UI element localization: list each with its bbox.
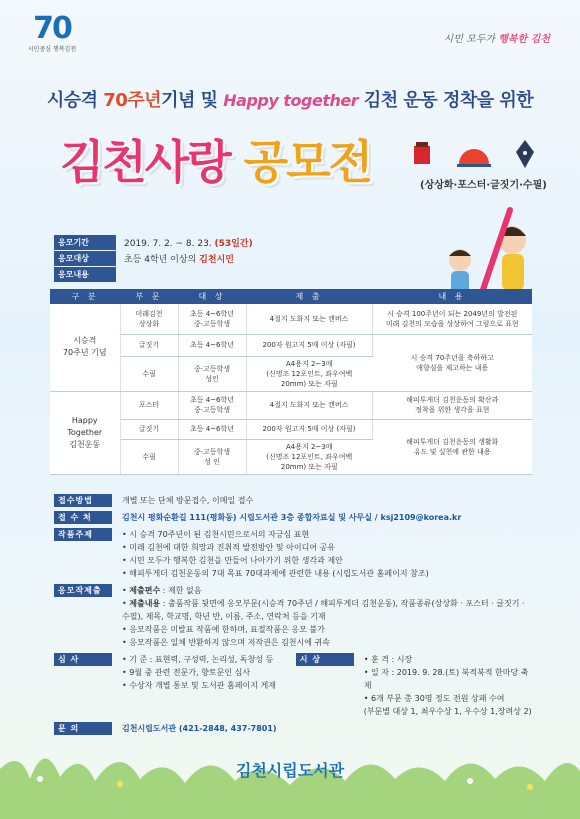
method-label: 접수방법 [54, 494, 112, 507]
anniversary-logo [24, 11, 80, 53]
table-cell: 수필 [120, 356, 178, 391]
logo-number: 70 [33, 11, 71, 46]
submit-label: 응모작제출 [54, 584, 112, 597]
headline-part: 기념 및 [161, 90, 224, 111]
period-days: (53일간) [214, 238, 253, 249]
period-label: 응모기간 [54, 235, 116, 250]
info-block [54, 234, 253, 282]
content-row [54, 266, 253, 282]
table-cell: 해피투게더 김천운동의 확산과 정착을 위한 생각을 표현 [372, 391, 532, 419]
table-cell: 포스터 [120, 391, 178, 419]
content-label: 응모내용 [54, 267, 116, 282]
target-citizens: 김천시민 [199, 254, 234, 265]
table-cell: 미래김천 상상화 [120, 304, 178, 334]
submit-note: 응모작품은 일체 반환하지 않으며 저작권은 김천시에 귀속 [129, 638, 330, 647]
method-row [54, 494, 534, 507]
title-part-accent: 공모전 [243, 135, 372, 189]
table-row [50, 304, 532, 334]
target-row [54, 250, 253, 266]
title-part: 김천사랑 [60, 135, 244, 189]
page-title [60, 126, 371, 192]
theme-item: 해피투게더 김천운동의 7대 목표 70대과제에 관련한 내용 (시립도서관 홈페이지 참조) [129, 569, 429, 578]
title-subtitle: (상상화·포스터·글짓기·수필) [420, 180, 547, 191]
table-header: 부 문 [120, 289, 178, 304]
submit-value: : 출품작품 뒷면에 응모부문(시승격 70주년 / 해피투게더 김천운동), 작품종류(상상화 · 포스터 · 글짓기 · 수필), 제목, 학교명, 학년 반, 이름, 주소, 연락처 등을 기재 [122, 599, 525, 621]
table-cell: 초등 4~6학년 중·고등학생 [178, 304, 246, 334]
table-row [50, 391, 532, 419]
list-item: • 시민 모두가 행복한 김천을 만들어 나아가기 위한 생각과 제안 [122, 556, 343, 565]
slogan-text: 시민 모두가 [443, 34, 499, 45]
table-row [50, 334, 532, 356]
theme-list [122, 528, 429, 580]
place-row [54, 511, 534, 524]
method-value: 개별 또는 단체 방문접수, 이메일 접수 [122, 496, 254, 505]
headline-accent: 70주년 [103, 90, 162, 111]
sunset-icon [457, 144, 491, 172]
art-icons [412, 140, 554, 172]
judge-item: 기 준 : 표현력, 구성력, 논리성, 독창성 등 [129, 655, 274, 664]
headline [0, 86, 580, 112]
library-logo: 김천시립도서관 [235, 761, 345, 780]
details-section [54, 494, 534, 739]
list-item: • 9월 중 관련 전문가, 향토문인 심사 [122, 668, 251, 677]
list-item: • 응모작품은 미발표 작품에 한하며, 표절작품은 응모 불가 [122, 625, 325, 634]
judge-item: 수상자 개별 통보 및 도서관 홈페이지 게재 [129, 681, 276, 690]
table-header: 대 상 [178, 289, 246, 304]
period-value [124, 236, 253, 249]
paint-icon [412, 142, 434, 172]
list-item: • 6개 부문 총 30명 정도 전원 상패 수여 [363, 694, 505, 703]
award-item: (부문별 대상 1, 최우수상 1, 우수상 1,장려상 2) [363, 707, 532, 716]
submit-note: 응모작품은 미발표 작품에 한하며, 표절작품은 응모 불가 [129, 625, 325, 634]
table-cell: 중·고등학생 성인 [178, 356, 246, 391]
table-cell: 중·고등학생 성 인 [178, 439, 246, 474]
place-text: 김천시 평화순환길 111(평화동) 시립도서관 3층 종합자료실 및 사무실 / [122, 513, 381, 522]
list-item: • 제출내용 : 출품작품 뒷면에 응모부문(시승격 70주년 / 해피투게더 김천운동), 작품종류(상상화 · 포스터 · 글짓기 · 수필), 제목, 학교명, 학년 반, 이름, 주소, 연락처 등을 기재 [122, 599, 525, 621]
table-cell: 4절지 도화지 또는 캔버스 [246, 391, 372, 419]
list-item: • 훈 격 : 시장 [363, 655, 413, 664]
happy-together-logo: Happy together [223, 91, 359, 110]
logo-caption: 시민중심 행복김천 [27, 46, 77, 53]
table-header: 제 출 [246, 289, 372, 304]
submit-key: 제출내용 [129, 599, 161, 608]
target-value [124, 252, 234, 265]
headline-part: 김천 운동 정착을 위한 [358, 90, 534, 111]
group-happy-together: Happy Together 김천운동 [50, 391, 120, 474]
contact-label: 문 의 [54, 722, 112, 735]
place-label: 접 수 처 [54, 511, 112, 524]
submit-row [54, 584, 534, 649]
award-item: 훈 격 : 시장 [370, 655, 413, 664]
table-cell: 4절지 도화지 또는 캔버스 [246, 304, 372, 334]
award-label: 시 상 [296, 653, 354, 666]
list-item: • 기 준 : 표현력, 구성력, 논리성, 독창성 등 [122, 655, 274, 664]
target-label: 응모대상 [54, 251, 116, 266]
period-row [54, 234, 253, 250]
table-cell: 초등 4~6학년 [178, 419, 246, 439]
list-item: • 제출편수 : 제한 없음 [122, 586, 202, 595]
submit-list [122, 584, 534, 649]
list-item: • 응모작품은 일체 반환하지 않으며 저작권은 김천시에 귀속 [122, 638, 330, 647]
table-cell: 시 승격 100주년이 되는 2049년의 발전된 미래 김천의 모습을 상상하여 그림으로 표현 [372, 304, 532, 334]
theme-item: 시 승격 70주년이 된 김천시민으로서의 자긍심 표현 [129, 530, 310, 539]
table-cell: 수필 [120, 439, 178, 474]
table-row [50, 419, 532, 439]
table-cell: A4용지 2~3매 (신명조 12포인트, 좌우여백 20mm) 또는 자필 [246, 356, 372, 391]
list-item: • 해피투게더 김천운동의 7대 목표 70대과제에 관련한 내용 (시립도서관 홈페이지 참조) [122, 569, 429, 578]
target-text: 초등 4학년 이상의 [124, 254, 200, 265]
table-cell: 초등 4~6학년 [178, 334, 246, 356]
table-header-row [50, 289, 532, 304]
theme-row [54, 528, 534, 580]
table-cell: 시 승격 70주년을 축하하고 애향심을 제고하는 내용 [372, 334, 532, 391]
city-slogan [444, 30, 550, 45]
table-cell: 200자 원고지 5매 이상 (자필) [246, 419, 372, 439]
pen-nib-icon [514, 140, 536, 172]
period-text: 2019. 7. 2. ~ 8. 23. [124, 238, 215, 249]
table-cell: 글짓기 [120, 334, 178, 356]
list-item: • 시 승격 70주년이 된 김천시민으로서의 자긍심 표현 [122, 530, 310, 539]
submit-key: 제출편수 [129, 586, 161, 595]
theme-item: 시민 모두가 행복한 김천을 만들어 나아가기 위한 생각과 제안 [129, 556, 343, 565]
submit-value: : 제한 없음 [160, 586, 202, 595]
judge-label: 심 사 [54, 653, 112, 666]
table-cell: 글짓기 [120, 419, 178, 439]
place-value [122, 511, 461, 524]
contest-table [50, 289, 532, 475]
table-cell: 200자 원고지 5매 이상 (자필) [246, 334, 372, 356]
table-cell: 초등 4~6학년 중·고등학생 [178, 391, 246, 419]
theme-item: 미래 김천에 대한 희망과 진취적 발전방안 및 아이디어 공유 [129, 543, 336, 552]
slogan-bold: 행복한 김천 [498, 34, 550, 45]
table-header: 구 분 [50, 289, 120, 304]
email-link[interactable]: ksj2109@korea.kr [380, 513, 462, 522]
table-header: 내 용 [372, 289, 532, 304]
list-item: • 미래 김천에 대한 희망과 진취적 발전방안 및 아이디어 공유 [122, 543, 336, 552]
list-item: • 수상자 개별 통보 및 도서관 홈페이지 게재 [122, 681, 276, 690]
theme-label: 작품주제 [54, 528, 112, 541]
judge-item: 9월 중 관련 전문가, 향토문인 심사 [129, 668, 251, 677]
list-item: • 일 자 : 2019. 9. 28.(토) 북적북적 한마당 축제 [363, 668, 529, 690]
award-item: 일 자 : 2019. 9. 28.(토) 북적북적 한마당 축제 [363, 668, 529, 690]
table-cell: A4용지 2~3매 (신명조 12포인트, 좌우여백 20mm) 또는 자필 [246, 439, 372, 474]
table-cell: 해피투게더 김천운동의 생활화 유도 및 실천에 관한 내용 [372, 419, 532, 474]
headline-part: 시승격 [46, 90, 104, 111]
group-anniversary: 시승격 70주년 기념 [50, 304, 120, 391]
award-item: 6개 부문 총 30명 정도 전원 상패 수여 [370, 694, 505, 703]
contact-value: 김천시립도서관 (421-2848, 437-7801) [122, 724, 277, 733]
